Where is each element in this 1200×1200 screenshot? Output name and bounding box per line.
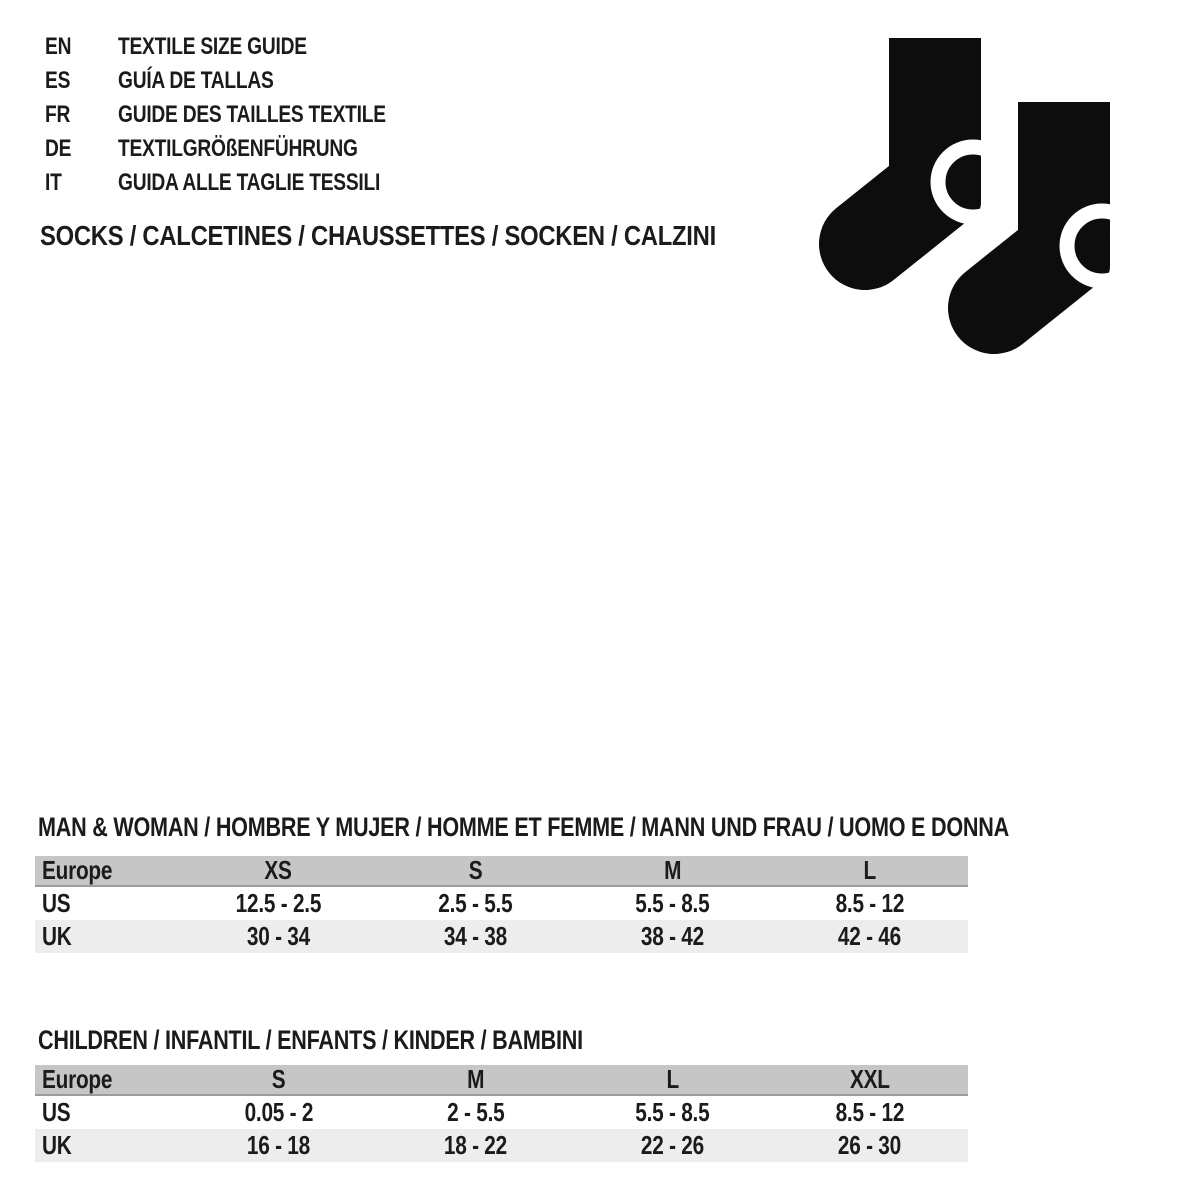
language-title: GUIDA ALLE TAGLIE TESSILI [118, 169, 381, 196]
row-label: UK [35, 1129, 180, 1162]
language-title: GUÍA DE TALLAS [118, 67, 274, 94]
size-value: 8.5 - 12 [835, 888, 904, 918]
language-code: ES [45, 67, 71, 94]
size-value: 0.05 - 2 [244, 1097, 313, 1127]
language-code: DE [45, 135, 72, 162]
language-row-en [45, 30, 453, 64]
language-code: EN [45, 33, 72, 60]
socks-icon [805, 28, 1125, 358]
sock-right [994, 102, 1125, 308]
language-title: TEXTILE SIZE GUIDE [118, 33, 307, 60]
language-code: IT [45, 169, 62, 196]
size-value: 22 - 26 [574, 1129, 771, 1162]
size-value: 18 - 22 [377, 1129, 574, 1162]
language-row-de [45, 132, 453, 166]
size-value: 34 - 38 [377, 920, 574, 953]
column-header: Europe [35, 856, 180, 887]
table-title-man-woman: MAN & WOMAN / HOMBRE Y MUJER / HOMME ET FEMME / MANN UND FRAU / UOMO E DONNA [38, 812, 1009, 842]
size-value: 8.5 - 12 [835, 1097, 904, 1127]
category-heading: SOCKS / CALCETINES / CHAUSSETTES / SOCKEN / CALZINI [40, 220, 716, 251]
size-value: 2.5 - 5.5 [438, 888, 513, 918]
column-header: S [377, 856, 574, 887]
size-value: 30 - 34 [180, 920, 377, 953]
sock-left [865, 38, 1008, 244]
column-header: L [574, 1065, 771, 1096]
size-table-children [35, 1065, 968, 1162]
language-title: GUIDE DES TAILLES TEXTILE [118, 101, 386, 128]
size-value: 5.5 - 8.5 [635, 1097, 710, 1127]
column-header: M [377, 1065, 574, 1096]
size-value: 42 - 46 [771, 920, 968, 953]
language-title: TEXTILGRÖßENFÜHRUNG [118, 135, 358, 162]
size-table-man-woman [35, 856, 968, 953]
size-value: 2 - 5.5 [446, 1097, 505, 1127]
row-label: UK [35, 920, 180, 953]
column-header: XS [180, 856, 377, 887]
column-header: M [574, 856, 771, 887]
size-value: 16 - 18 [180, 1129, 377, 1162]
size-value: 26 - 30 [771, 1129, 968, 1162]
column-header: Europe [35, 1065, 180, 1096]
row-label: US [42, 1097, 71, 1127]
size-value: 12.5 - 2.5 [235, 888, 322, 918]
column-header: L [771, 856, 968, 887]
table-title-children: CHILDREN / INFANTIL / ENFANTS / KINDER / BAMBINI [38, 1025, 583, 1055]
column-header: S [180, 1065, 377, 1096]
row-label: US [42, 888, 71, 918]
language-code: FR [45, 101, 71, 128]
language-row-it [45, 166, 453, 200]
language-legend [45, 30, 453, 200]
size-value: 5.5 - 8.5 [635, 888, 710, 918]
language-row-fr [45, 98, 453, 132]
size-value: 38 - 42 [574, 920, 771, 953]
column-header: XXL [771, 1065, 968, 1096]
language-row-es [45, 64, 453, 98]
